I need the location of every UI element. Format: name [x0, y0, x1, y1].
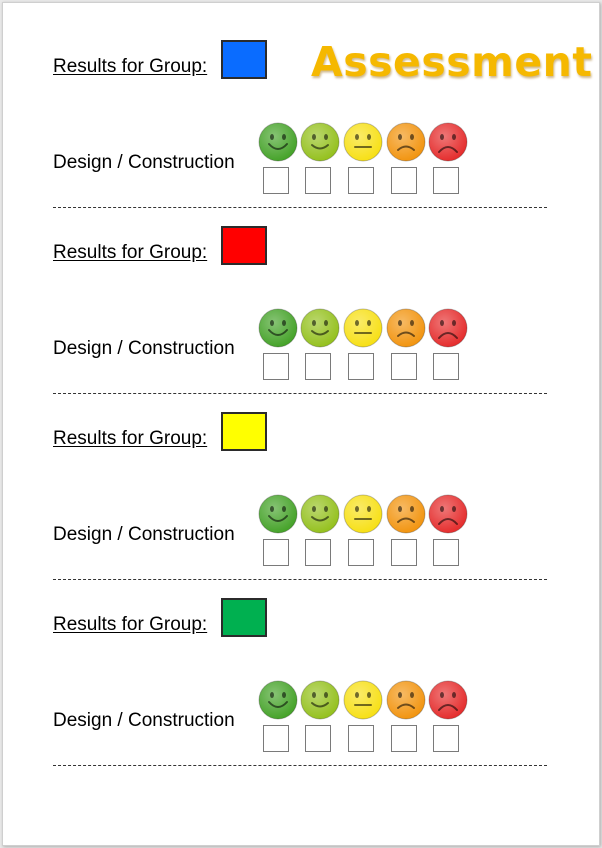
very-happy-face-icon	[258, 308, 298, 348]
happy-face-icon	[300, 494, 340, 534]
very-unhappy-face-icon	[428, 122, 468, 162]
happy-face-icon	[300, 122, 340, 162]
unhappy-face-icon	[386, 308, 426, 348]
criterion-label: Design / Construction	[53, 152, 235, 173]
group-color-swatch	[221, 40, 267, 79]
group-label: Results for Group:	[53, 614, 208, 635]
unhappy-face-icon	[386, 494, 426, 534]
rating-checkbox[interactable]	[391, 725, 417, 752]
very-unhappy-face-icon	[428, 680, 468, 720]
group-section	[3, 561, 599, 747]
rating-scale	[258, 122, 468, 196]
unhappy-face-icon	[386, 122, 426, 162]
very-happy-face-icon	[258, 122, 298, 162]
worksheet-page	[2, 2, 600, 846]
rating-scale	[258, 494, 468, 568]
happy-face-icon	[300, 680, 340, 720]
criterion-label: Design / Construction	[53, 524, 235, 545]
group-color-swatch	[221, 412, 267, 451]
group-section	[3, 189, 599, 375]
criterion-label: Design / Construction	[53, 338, 235, 359]
very-unhappy-face-icon	[428, 308, 468, 348]
section-divider	[53, 765, 547, 766]
very-unhappy-face-icon	[428, 494, 468, 534]
very-happy-face-icon	[258, 680, 298, 720]
neutral-face-icon	[343, 308, 383, 348]
criterion-label: Design / Construction	[53, 710, 235, 731]
page-title: Assessment	[311, 38, 593, 86]
group-label: Results for Group:	[53, 56, 208, 77]
rating-scale	[258, 308, 468, 382]
group-label: Results for Group:	[53, 428, 208, 449]
happy-face-icon	[300, 308, 340, 348]
group-section	[3, 375, 599, 561]
very-happy-face-icon	[258, 494, 298, 534]
rating-checkbox[interactable]	[433, 725, 459, 752]
rating-scale	[258, 680, 468, 754]
neutral-face-icon	[343, 494, 383, 534]
group-section	[3, 3, 599, 189]
unhappy-face-icon	[386, 680, 426, 720]
neutral-face-icon	[343, 680, 383, 720]
group-label: Results for Group:	[53, 242, 208, 263]
group-color-swatch	[221, 598, 267, 637]
rating-checkbox[interactable]	[305, 725, 331, 752]
rating-checkbox[interactable]	[263, 725, 289, 752]
rating-checkbox[interactable]	[348, 725, 374, 752]
group-color-swatch	[221, 226, 267, 265]
neutral-face-icon	[343, 122, 383, 162]
